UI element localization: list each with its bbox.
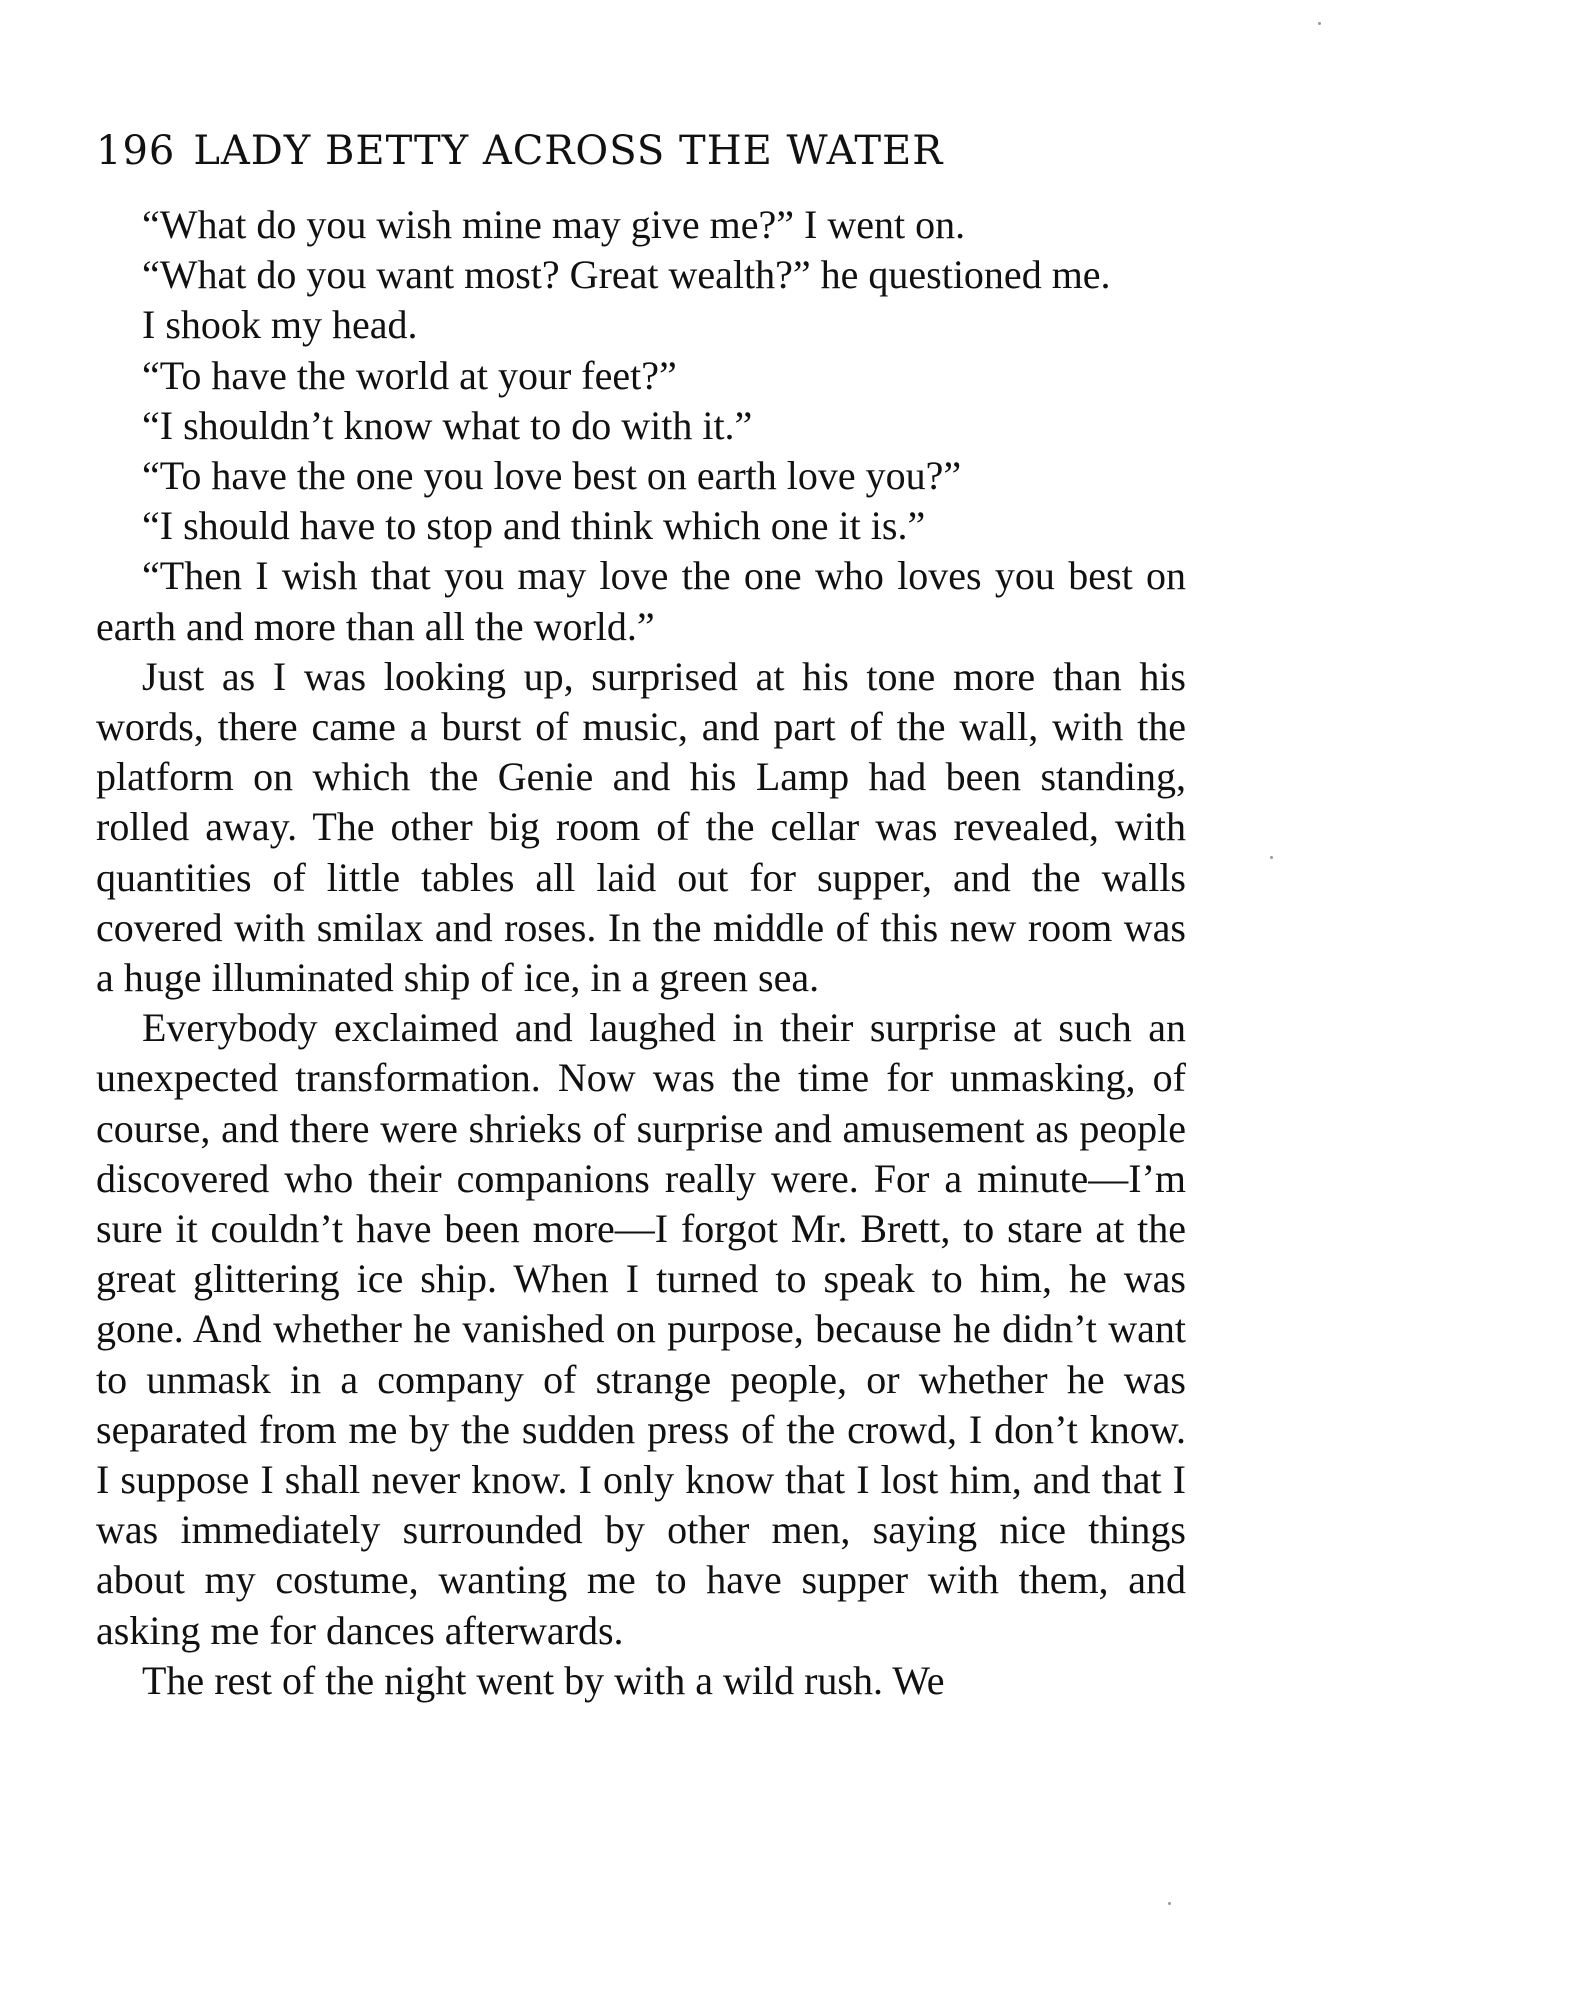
paper-speck (1318, 22, 1321, 25)
running-title: LADY BETTY ACROSS THE WATER (193, 128, 944, 174)
page-number: 196 (96, 128, 176, 174)
dialogue-paragraph: “I shouldn’t know what to do with it.” (142, 402, 753, 448)
dialogue-paragraph: “What do you want most? Great wealth?” he questioned me. (142, 252, 1111, 298)
dialogue-paragraph: “To have the one you love best on earth love you?” (142, 453, 962, 499)
dialogue-paragraph: “To have the world at your feet?” (142, 352, 677, 398)
dialogue-paragraph: I shook my head. (142, 302, 418, 348)
narrative-paragraph: Everybody exclaimed and laughed in their surprise at such an unexpected transformation. Now was the time for unmasking, of course, and there were shrieks of surprise and amusement as people discovered who their companions really were. For a minute—I’m sure it couldn’t have been more—I forgot Mr. Brett, to stare at the great glittering ice ship. When I turned to speak to him, he was gone. And whether he vanished on purpose, because he didn’t want to unmask in a company of strange people, or whether he was separated from me by the sudden press of the crowd, I don’t know. I suppose I shall never know. I only know that I lost him, and that I was immediately surrounded by other men, saying nice things about my costume, wanting me to have supper with them, and asking me for dances afterwards. (96, 1005, 1186, 1653)
body-text (96, 200, 1186, 1706)
paper-speck (1270, 856, 1273, 859)
running-header (96, 128, 1096, 174)
narrative-paragraph: The rest of the night went by with a wild rush. We (142, 1657, 945, 1703)
dialogue-paragraph: “Then I wish that you may love the one who loves you best on earth and more than all the world.” (96, 553, 1186, 649)
dialogue-paragraph: “What do you wish mine may give me?” I went on. (142, 202, 966, 247)
paper-speck (1168, 1902, 1171, 1905)
dialogue-paragraph: “I should have to stop and think which one it is.” (142, 503, 926, 549)
narrative-paragraph: Just as I was looking up, surprised at his tone more than his words, there came a burst of music, and part of the wall, with the platform on which the Genie and his Lamp had been standing, rolled away. The other big room of the cellar was revealed, with quantities of little tables all laid out for supper, and the walls covered with smilax and roses. In the middle of this new room was a huge illuminated ship of ice, in a green sea. (96, 653, 1186, 1001)
